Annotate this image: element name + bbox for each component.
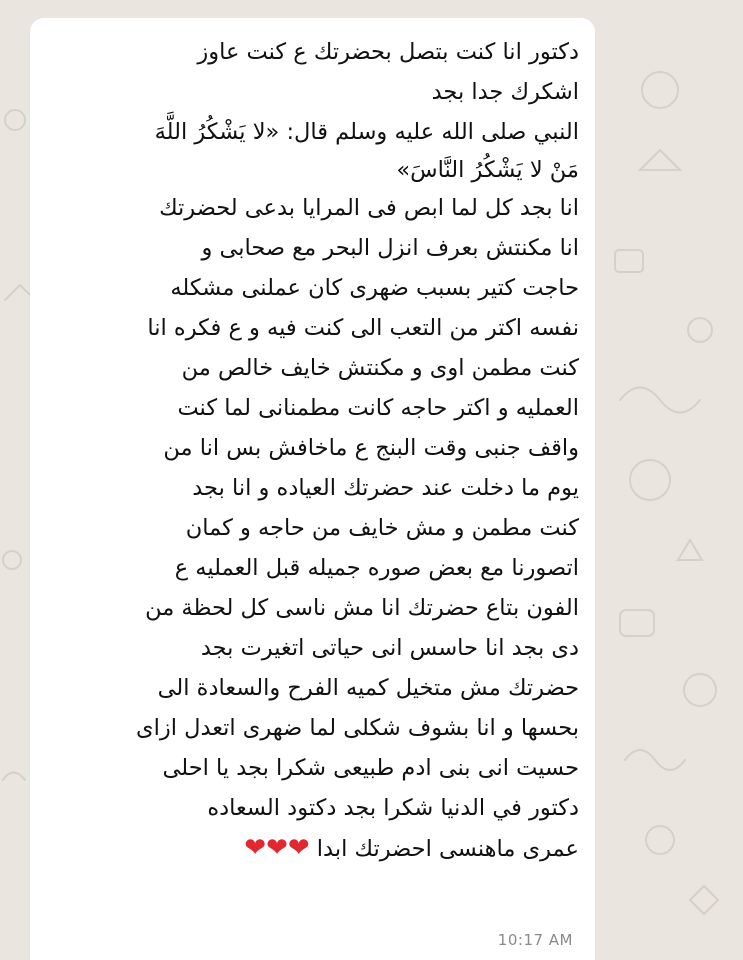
message-line: العمليه و اكتر حاجه كانت مطمنانى لما كنت [177, 395, 579, 421]
message-line: النبي صلى الله عليه وسلم قال: «لا يَشْكُرُ اللَّهَ [154, 119, 579, 145]
message-line: يوم ما دخلت عند حضرتك العياده و انا بجد [192, 475, 579, 501]
message-line: واقف جنبى وقت البنج ع ماخافش بس انا من [163, 435, 579, 461]
message-line: نفسه اكتر من التعب الى كنت فيه و ع فكره انا [147, 315, 579, 341]
message-text [50, 32, 579, 869]
message-line: دكتور انا كنت بتصل بحضرتك ع كنت عاوز [197, 39, 579, 65]
message-line: انا بجد كل لما ابص فى المرايا بدعى لحضرتك [159, 195, 579, 221]
message-line: بحسها و انا بشوف شكلى لما ضهرى اتعدل ازاى [135, 715, 579, 741]
message-line: دكتور في الدنيا شكرا بجد دكتود السعاده [207, 795, 579, 821]
message-line: حاجت كتير بسبب ضهرى كان عملنى مشكله [170, 275, 579, 301]
message-line: حسيت انى بنى ادم طبيعى شكرا بجد يا احلى [162, 755, 579, 781]
message-line: مَنْ لا يَشْكُرُ النَّاسَ» [396, 157, 579, 183]
message-line: كنت مطمن اوى و مكنتش خايف خالص من [181, 355, 579, 381]
message-line: انا مكنتش بعرف انزل البحر مع صحابى و [201, 235, 579, 261]
message-line: اتصورنا مع بعض صوره جميله قبل العمليه ع [174, 555, 579, 581]
message-line: دى بجد انا حاسس انى حياتى اتغيرت بجد [200, 635, 579, 661]
message-timestamp: 10:17 AM [497, 931, 573, 949]
message-last-line [50, 828, 579, 869]
message-line: عمرى ماهنسى احضرتك ابدا [316, 836, 579, 862]
message-bubble[interactable] [30, 18, 595, 960]
message-line: اشكرك جدا بجد [431, 79, 579, 105]
message-line: كنت مطمن و مش خايف من حاجه و كمان [185, 515, 579, 541]
heart-emoji-icons: ❤❤❤ [244, 833, 310, 863]
message-line: حضرتك مش متخيل كميه الفرح والسعادة الى [157, 675, 579, 701]
message-line: الفون بتاع حضرتك انا مش ناسى كل لحظة من [145, 595, 579, 621]
